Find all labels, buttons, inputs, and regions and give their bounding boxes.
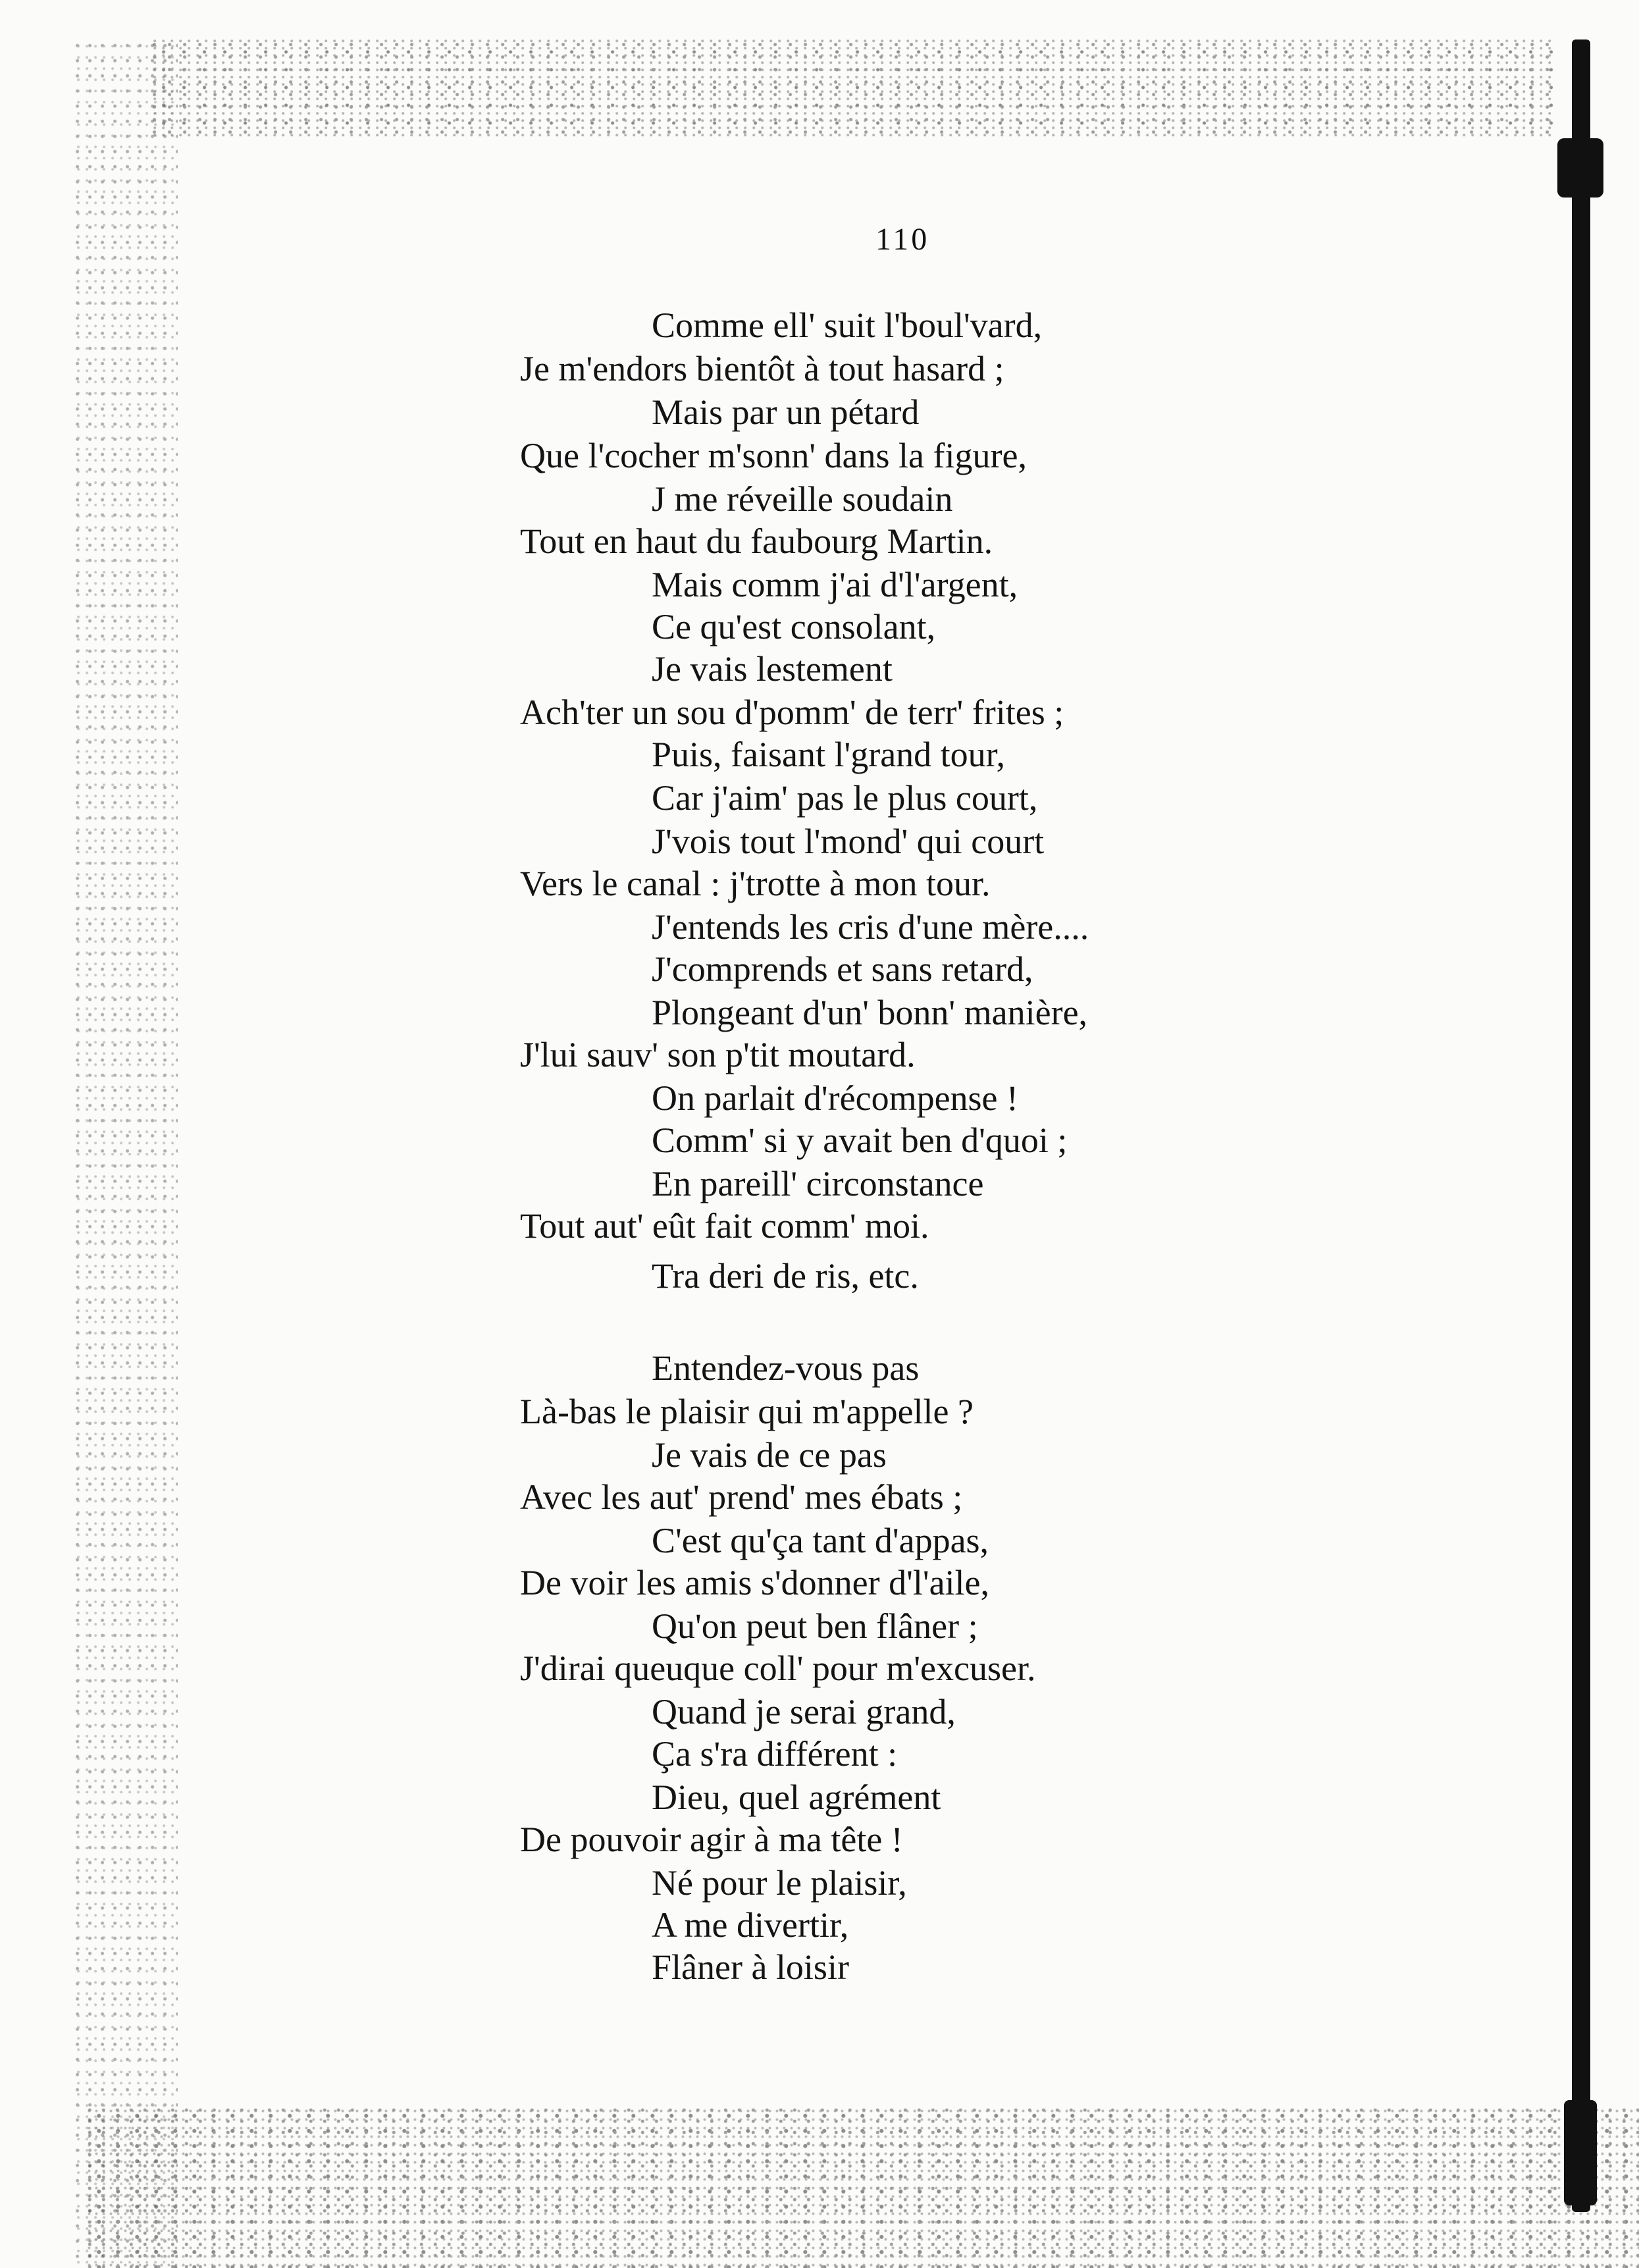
verse-line: Je m'endors bientôt à tout hasard ;	[520, 349, 1004, 388]
scan-noise-bottom	[86, 2107, 1639, 2268]
verse-line: Mais comm j'ai d'l'argent,	[652, 565, 1018, 604]
page-number: 110	[875, 222, 930, 257]
verse-line: Qu'on peut ben flâner ;	[652, 1606, 978, 1646]
verse-line: C'est qu'ça tant d'appas,	[652, 1521, 989, 1560]
verse-line: Quand je serai grand,	[652, 1692, 956, 1731]
verse-line: Né pour le plaisir,	[652, 1863, 907, 1903]
verse-line: De pouvoir agir à ma tête !	[520, 1820, 903, 1859]
verse-line: Mais par un pétard	[652, 392, 920, 432]
verse-line: Entendez-vous pas	[652, 1348, 920, 1388]
verse-line: Ça s'ra différent :	[652, 1734, 898, 1774]
verse-line: J'comprends et sans retard,	[652, 949, 1033, 989]
scan-noise-left	[72, 40, 178, 2265]
verse-line: Je vais de ce pas	[652, 1435, 887, 1475]
verse-line: Ce qu'est consolant,	[652, 607, 936, 646]
verse-line: Tout aut' eût fait comm' moi.	[520, 1206, 929, 1246]
verse-line: J'lui sauv' son p'tit moutard.	[520, 1035, 916, 1074]
verse-line: Puis, faisant l'grand tour,	[652, 735, 1005, 774]
verse-line: Plongeant d'un' bonn' manière,	[652, 993, 1088, 1032]
verse-line: Flâner à loisir	[652, 1947, 849, 1987]
verse-line: Que l'cocher m'sonn' dans la figure,	[520, 436, 1027, 475]
refrain-line: Tra deri de ris, etc.	[652, 1256, 919, 1296]
verse-line: Là-bas le plaisir qui m'appelle ?	[520, 1392, 974, 1431]
verse-line: J'dirai queuque coll' pour m'excuser.	[520, 1648, 1036, 1688]
verse-line: J'vois tout l'mond' qui court	[652, 822, 1045, 861]
verse-line: De voir les amis s'donner d'l'aile,	[520, 1563, 990, 1602]
verse-line: Avec les aut' prend' mes ébats ;	[520, 1477, 963, 1517]
verse-line: On parlait d'récompense !	[652, 1078, 1019, 1118]
scan-noise-top	[151, 40, 1553, 138]
verse-line: Vers le canal : j'trotte à mon tour.	[520, 864, 991, 903]
book-spine-edge	[1572, 40, 1590, 2212]
verse-line: Car j'aim' pas le plus court,	[652, 778, 1038, 818]
verse-line: J me réveille soudain	[652, 479, 953, 519]
verse-line: Dieu, quel agrément	[652, 1778, 941, 1817]
verse-line: Ach'ter un sou d'pomm' de terr' frites ;	[520, 693, 1064, 732]
verse-line: Comme ell' suit l'boul'vard,	[652, 305, 1043, 345]
verse-line: En pareill' circonstance	[652, 1164, 984, 1203]
verse-line: J'entends les cris d'une mère....	[652, 907, 1089, 947]
verse-line: Comm' si y avait ben d'quoi ;	[652, 1121, 1068, 1160]
verse-line: Je vais lestement	[652, 649, 893, 689]
verse-line: A me divertir,	[652, 1905, 849, 1945]
verse-line: Tout en haut du faubourg Martin.	[520, 521, 993, 561]
